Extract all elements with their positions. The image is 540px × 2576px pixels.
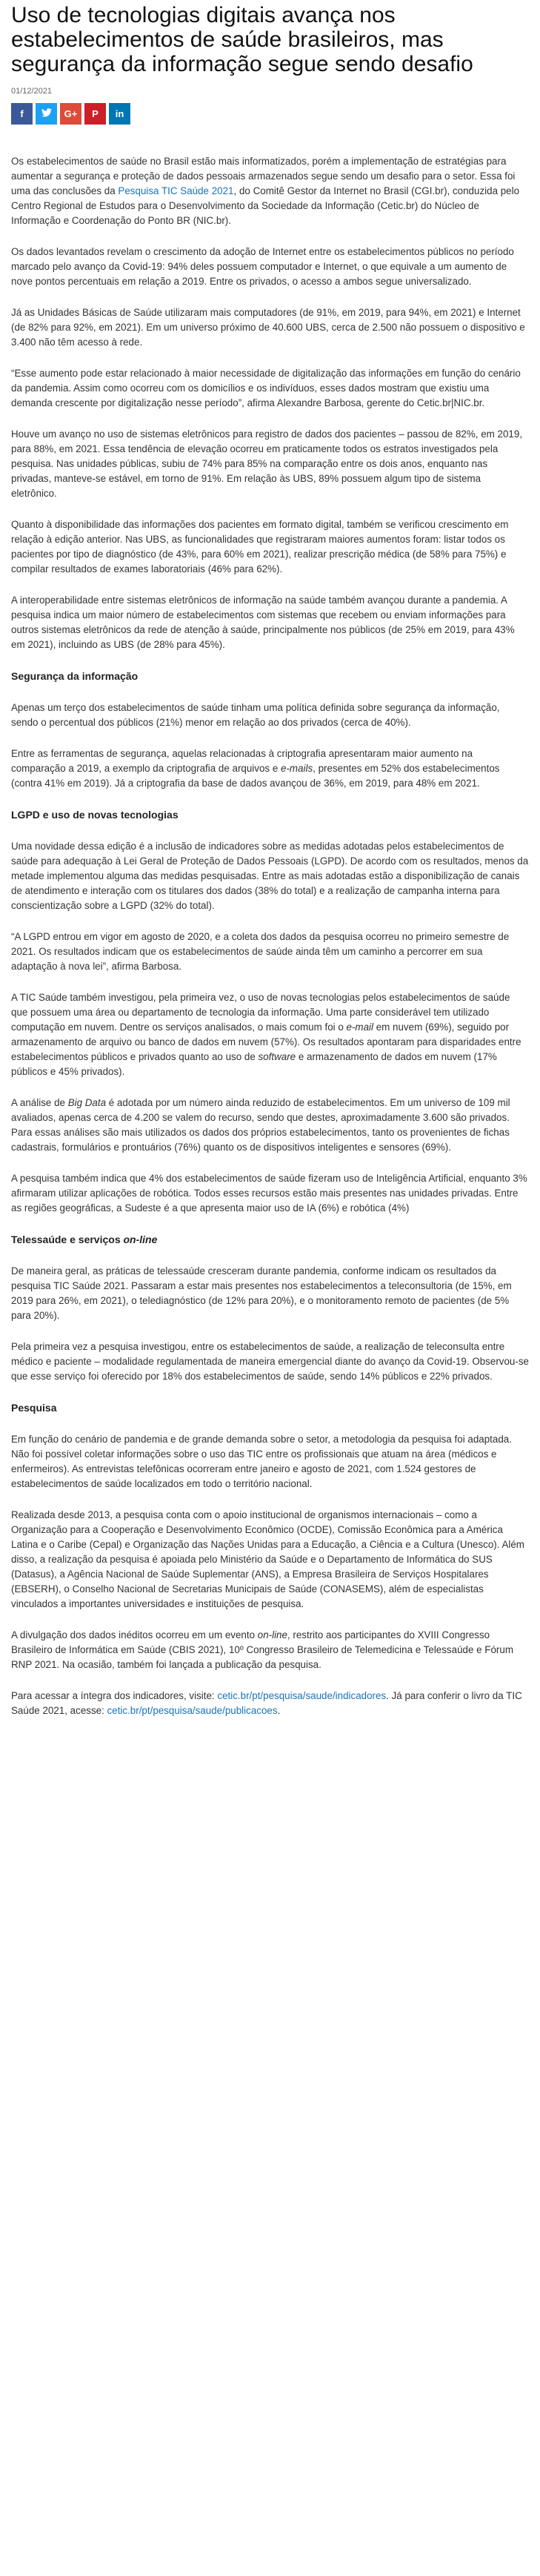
paragraph: A divulgação dos dados inéditos ocorreu em um evento on-line, restrito aos participantes do XVIII Congresso Brasileiro de Informática em Saúde (CBIS 2021), 10º Congresso Brasileiro de Telemedicina e Telessaúde e Fórum RNP 2021. Na ocasião, também foi lançada a publicação da pesquisa. xyxy=(11,1629,513,1670)
paragraph: Entre as ferramentas de segurança, aquelas relacionadas à criptografia apresentaram maior aumento na comparação a 2019, a exemplo da criptografia de arquivos e e-mails, presentes em 52% dos estabelecimentos (contra 41% em 2019). Já a criptografia da base de dados avançou de 36%, em 2019, para 48% em 2021. xyxy=(11,748,500,789)
paragraph: Para acessar a íntegra dos indicadores, visite: cetic.br/pt/pesquisa/saude/indicadores. Já para conferir o livro da TIC Saúde 2021, acesse: cetic.br/pt/pesquisa/saude/publicacoes. xyxy=(11,1690,522,1716)
indicadores-link[interactable]: cetic.br/pt/pesquisa/saude/indicadores xyxy=(217,1690,387,1701)
facebook-icon: f xyxy=(20,108,24,119)
paragraph: Uma novidade dessa edição é a inclusão de indicadores sobre as medidas adotadas pelos estabelecimentos de saúde para adequação à Lei Geral de Proteção de Dados Pessoais (LGPD). De acordo com os resultados, menos da metade implementou alguma das medidas pesquisadas. Entre as mais adotadas estão a disponibilização de canais de atendimento e interação com os titulares dos dados (38% do total) e a realização de campanha interna para conscientização sobre a LGPD (32% do total). xyxy=(11,841,529,911)
share-bar xyxy=(11,103,529,125)
article-date: 01/12/2021 xyxy=(11,87,53,96)
paragraph: De maneira geral, as práticas de telessaúde cresceram durante pandemia, conforme indicam os resultados da pesquisa TIC Saúde 2021. Passaram a estar mais presentes nos estabelecimentos a teleconsultoria (de 15%, em 2019 para 26%, em 2021), o telediagnóstico (de 12% para 20%), e o monitoramento remoto de pacientes (de 5% para 20%). xyxy=(11,1265,512,1321)
paragraph: “A LGPD entrou em vigor em agosto de 2020, e a coleta dos dados da pesquisa ocorreu no primeiro semestre de 2021. Os resultados indicam que os estabelecimentos de saúde ainda têm um caminho a percorrer em sua adaptação à nova lei”, afirma Barbosa. xyxy=(11,931,510,972)
section-heading-seguranca: Segurança da informação xyxy=(11,670,139,682)
section-heading-telessaude: Telessaúde e serviços on-line xyxy=(11,1234,158,1245)
paragraph: A pesquisa também indica que 4% dos estabelecimentos de saúde fizeram uso de Inteligência Artificial, enquanto 3% afirmaram utilizar aplicações de robótica. Todos esses recursos estão mais presentes nas unidades privadas. Entre as regiões geográficas, a Sudeste é a que apresenta maior uso de IA (6%) e robótica (4%) xyxy=(11,1173,527,1213)
pinterest-share-button[interactable] xyxy=(84,103,106,125)
twitter-icon xyxy=(41,108,52,119)
pinterest-icon: P xyxy=(92,108,99,119)
facebook-share-button[interactable] xyxy=(11,103,33,125)
paragraph: Os dados levantados revelam o crescimento da adoção de Internet entre os estabelecimentos públicos no período marcado pelo avanço da Covid-19: 94% deles possuem computador e Internet, o que equivale a um aumento de nove pontos percentuais em relação a 2019. Entre os privados, o acesso a ambos segue universalizado. xyxy=(11,246,514,287)
paragraph: Pela primeira vez a pesquisa investigou, entre os estabelecimentos de saúde, a realização de teleconsulta entre médico e paciente – modalidade regulamentada de maneira emergencial diante do avanço da Covid-19. Observou-se que esse serviço foi oferecido por 18% dos estabelecimentos de saúde, sendo 14% públicos e 22% privados. xyxy=(11,1341,529,1382)
linkedin-icon: in xyxy=(115,108,124,119)
pesquisa-tic-saude-link[interactable]: Pesquisa TIC Saúde 2021 xyxy=(118,185,234,196)
paragraph: Em função do cenário de pandemia e de grande demanda sobre o setor, a metodologia da pesquisa foi adaptada. Não foi possível coletar informações sobre o uso das TIC entre os profissionais que atuam na área (médicos e enfermeiros). As entrevistas telefônicas ocorreram entre janeiro e agosto de 2021, com 1.524 gestores de estabelecimentos de saúde localizados em todo o território nacional. xyxy=(11,1434,512,1489)
section-heading-pesquisa: Pesquisa xyxy=(11,1402,57,1414)
googleplus-icon: G+ xyxy=(64,108,78,119)
article-title: Uso de tecnologias digitais avança nos estabelecimentos de saúde brasileiros, mas segurança da informação segue sendo desafio xyxy=(11,3,473,76)
paragraph: A análise de Big Data é adotada por um número ainda reduzido de estabelecimentos. Em um universo de 109 mil avaliados, apenas cerca de 4.200 se valem do recurso, sendo que destes, aproximadamente 3.600 são privados. Para essas análises são mais utilizados os dados dos próprios estabelecimentos, tanto os provenientes de fichas cadastrais, formulários e prontuários (76%) quanto os de dispositivos inteligentes e sensores (69%). xyxy=(11,1097,510,1153)
section-heading-lgpd: LGPD e uso de novas tecnologias xyxy=(11,809,179,821)
linkedin-share-button[interactable] xyxy=(109,103,130,125)
paragraph: Houve um avanço no uso de sistemas eletrônicos para registro de dados dos pacientes – passou de 82%, em 2019, para 88%, em 2021. Essa tendência de elevação ocorreu em praticamente todos os estratos investigados pela pesquisa. Nas unidades públicas, subiu de 74% para 85% na comparação entre os dois anos, enquanto nas privadas, manteve-se estável, em torno de 91%. Em relação às UBS, 89% possuem algum tipo de sistema eletrônico. xyxy=(11,428,523,499)
article-body xyxy=(11,154,529,1718)
publicacoes-link[interactable]: cetic.br/pt/pesquisa/saude/publicacoes xyxy=(107,1705,278,1716)
paragraph: A interoperabilidade entre sistemas eletrônicos de informação na saúde também avançou durante a pandemia. A pesquisa indica um maior número de estabelecimentos com sistemas que recebem ou enviam informações para outros sistemas eletrônicos da rede de atenção à saúde, principalmente nos públicos (de 25% em 2019, para 43% em 2021), incluindo as UBS (de 28% para 45%). xyxy=(11,595,515,650)
paragraph: Quanto à disponibilidade das informações dos pacientes em formato digital, também se verificou crescimento em relação à edição anterior. Nas UBS, as funcionalidades que registraram maiores aumentos foram: listar todos os pacientes por tipo de diagnóstico (de 43%, para 60% em 2021), realizar prescrição médica (de 58% para 75%) e compilar resultados de exames laboratoriais (46% para 62%). xyxy=(11,519,509,575)
paragraph: Já as Unidades Básicas de Saúde utilizaram mais computadores (de 91%, em 2019, para 94%, em 2021) e Internet (de 82% para 92%, em 2021). Em um universo próximo de 40.600 UBS, cerca de 2.500 não possuem o dispositivo e 3.400 não têm acesso à rede. xyxy=(11,307,525,348)
paragraph: “Esse aumento pode estar relacionado à maior necessidade de digitalização das informações em função do cenário da pandemia. Assim como ocorreu com os domicílios e os indivíduos, esses dados mostram que existiu uma demanda crescente por digitalização nesse período”, afirma Alexandre Barbosa, gerente do Cetic.br|NIC.br. xyxy=(11,368,521,408)
paragraph: Apenas um terço dos estabelecimentos de saúde tinham uma política definida sobre segurança da informação, sendo o percentual dos públicos (21%) menor em relação ao dos privados (cerca de 40%). xyxy=(11,702,500,728)
paragraph: Os estabelecimentos de saúde no Brasil estão mais informatizados, porém a implementação de estratégias para aumentar a segurança e proteção de dados pessoais armazenados segue sendo um desafio para o setor. Essa foi uma das conclusões da Pesquisa TIC Saúde 2021, do Comitê Gestor da Internet no Brasil (CGI.br), conduzida pelo Centro Regional de Estudos para o Desenvolvimento da Sociedade da Informação (Cetic.br) do Núcleo de Informação e Coordenação do Ponto BR (NIC.br). xyxy=(11,156,520,226)
twitter-share-button[interactable] xyxy=(36,103,57,125)
paragraph: A TIC Saúde também investigou, pela primeira vez, o uso de novas tecnologias pelos estabelecimentos de saúde que possuem uma área ou departamento de tecnologia da informação. Uma parte considerável tem utilizado computação em nuvem. Dentre os serviços analisados, o mais comum foi o e-mail em nuvem (69%), seguido por armazenamento de arquivo ou banco de dados em nuvem (57%). Os resultados apontaram para disparidades entre estabelecimentos públicos e privados quanto ao uso de software e armazenamento de dados em nuvem (17% públicos e 45% privados). xyxy=(11,992,521,1077)
paragraph: Realizada desde 2013, a pesquisa conta com o apoio institucional de organismos internacionais – como a Organização para a Cooperação e Desenvolvimento Econômico (OCDE), Comissão Econômica para a América Latina e o Caribe (Cepal) e Organização das Nações Unidas para a Educação, a Ciência e a Cultura (Unesco). Além disso, a realização da pesquisa é apoiada pelo Ministério da Saúde e o Departamento de Informática do SUS (Datasus), a Agência Nacional de Saúde Suplementar (ANS), a Empresa Brasileira de Serviços Hospitalares (EBSERH), o Conselho Nacional de Secretarias Municipais de Saúde (CONASEMS), além de especialistas vinculados a importantes universidades e instituições de pesquisa. xyxy=(11,1509,524,1609)
googleplus-share-button[interactable] xyxy=(60,103,81,125)
